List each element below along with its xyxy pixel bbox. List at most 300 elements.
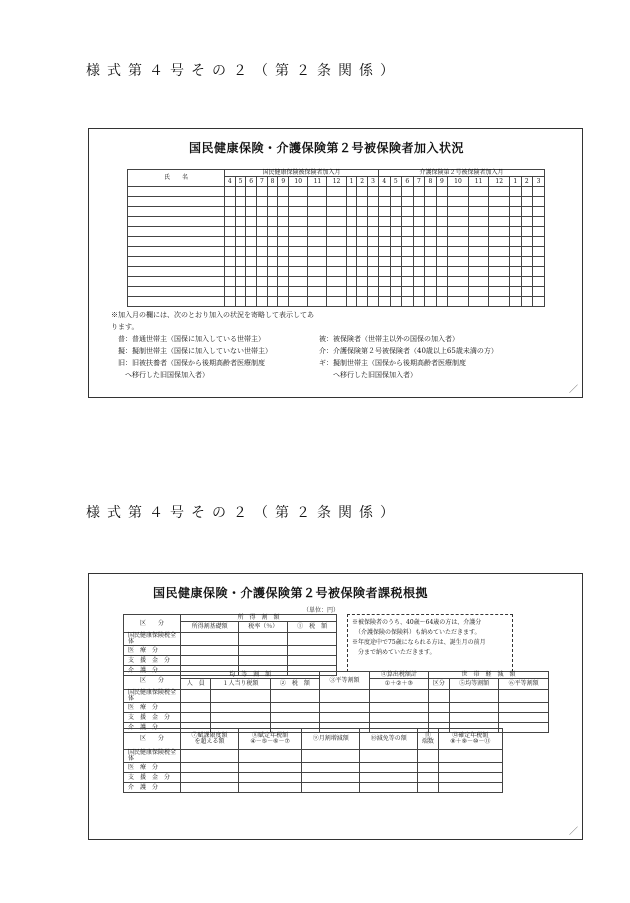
month-entry <box>533 187 545 197</box>
month-entry <box>327 257 346 267</box>
month-entry <box>390 297 402 307</box>
month-entry <box>379 277 391 287</box>
final-header-line2: ⑧＋⑨－⑩－⑪ <box>450 738 491 745</box>
month-entry <box>267 247 278 257</box>
month-entry <box>448 247 469 257</box>
month-entry <box>436 197 448 207</box>
section-3-table <box>123 728 503 793</box>
month-entry <box>346 227 357 237</box>
month-entry <box>448 237 469 247</box>
info-line: 分まで納めていただきます。 <box>352 649 436 656</box>
month-entry <box>289 277 308 287</box>
value-cell <box>418 763 438 773</box>
row-header: 支 援 金 分 <box>124 713 181 723</box>
value-cell <box>181 783 239 793</box>
row-header: 介 護 分 <box>124 666 181 676</box>
month-entry <box>521 187 533 197</box>
month-entry <box>448 197 469 207</box>
month-entry <box>235 277 246 287</box>
month-entry <box>327 247 346 257</box>
month-entry <box>413 207 425 217</box>
month-cell: 11 <box>308 177 327 187</box>
exemption-header-line1: ⑩減免等の額 <box>370 735 407 742</box>
month-entry <box>489 267 510 277</box>
header-row <box>124 615 337 622</box>
month-entry <box>448 217 469 227</box>
month-entry <box>225 197 236 207</box>
month-entry <box>413 237 425 247</box>
form-2-title: 国民健康保険・介護保険第２号被保険者課税根拠 <box>153 586 429 600</box>
limit-header-line1: ⑦賦課限度額 <box>191 732 228 739</box>
value-cell <box>499 703 549 713</box>
month-cell: 3 <box>368 177 379 187</box>
month-entry <box>533 277 545 287</box>
month-entry <box>425 217 437 227</box>
month-entry <box>510 237 522 247</box>
row-header: 介 護 分 <box>124 723 181 733</box>
month-entry <box>379 287 391 297</box>
month-entry <box>413 277 425 287</box>
fraction-header-line2: 端数 <box>421 738 434 745</box>
month-entry <box>267 297 278 307</box>
month-entry <box>489 247 510 257</box>
value-cell <box>360 750 418 763</box>
month-entry <box>327 207 346 217</box>
month-entry <box>368 227 379 237</box>
month-entry <box>225 297 236 307</box>
month-entry <box>448 257 469 267</box>
month-entry <box>521 277 533 287</box>
name-cell <box>128 297 225 307</box>
month-cell: 1 <box>346 177 357 187</box>
kubun-header: 区 分 <box>124 729 181 750</box>
month-entry <box>402 297 414 307</box>
month-entry <box>257 267 268 277</box>
month-entry <box>413 297 425 307</box>
month-entry <box>489 257 510 267</box>
flat-header: ③平等割額 <box>320 672 370 690</box>
month-entry <box>235 297 246 307</box>
month-entry <box>368 237 379 247</box>
month-entry <box>468 187 489 197</box>
month-entry <box>235 267 246 277</box>
month-entry <box>225 257 236 267</box>
value-cell <box>211 713 270 723</box>
month-entry <box>257 247 268 257</box>
month-entry <box>235 207 246 217</box>
month-entry <box>267 197 278 207</box>
note-left: 普：普通世帯主（国保に加入している世帯主） <box>111 335 265 343</box>
value-cell <box>302 763 360 773</box>
info-line: （介護保険の保険料）も納めていただきます。 <box>352 629 481 636</box>
month-entry <box>246 257 257 267</box>
month-entry <box>533 297 545 307</box>
month-entry <box>390 227 402 237</box>
month-entry <box>402 257 414 267</box>
month-entry <box>278 197 289 207</box>
month-entry <box>346 267 357 277</box>
month-entry <box>533 217 545 227</box>
value-cell <box>181 646 239 656</box>
month-entry <box>278 247 289 257</box>
month-entry <box>235 197 246 207</box>
r-equal-header: ⑤均等割額 <box>449 679 499 690</box>
month-entry <box>379 227 391 237</box>
month-entry <box>521 217 533 227</box>
month-entry <box>413 227 425 237</box>
month-entry <box>246 207 257 217</box>
value-cell <box>428 690 449 703</box>
fraction-header-line1: ⑪ <box>424 732 431 739</box>
final-header-line1: ⑫確定年税額 <box>452 732 489 739</box>
value-cell <box>428 713 449 723</box>
monthly-header-line1: ⑨月割増減額 <box>312 735 349 742</box>
month-cell: 3 <box>533 177 545 187</box>
final-header <box>438 729 502 750</box>
table-row <box>128 207 545 217</box>
limit-header-line2: を超える額 <box>194 738 225 745</box>
month-entry <box>346 287 357 297</box>
table-row <box>128 247 545 257</box>
value-cell <box>418 750 438 763</box>
unit-label: （単位：円） <box>303 607 340 614</box>
month-entry <box>289 287 308 297</box>
table-row <box>124 703 549 713</box>
month-entry <box>402 247 414 257</box>
note-line <box>111 309 571 333</box>
header-2: 様式第４号その２（第２条関係） <box>86 505 401 521</box>
month-entry <box>468 267 489 277</box>
month-entry <box>489 187 510 197</box>
month-cell: 11 <box>468 177 489 187</box>
month-entry <box>246 237 257 247</box>
month-cell: 4 <box>379 177 391 187</box>
month-entry <box>327 197 346 207</box>
month-entry <box>357 217 368 227</box>
value-cell <box>211 690 270 703</box>
month-entry <box>257 257 268 267</box>
month-cell: 9 <box>436 177 448 187</box>
value-cell <box>320 690 370 703</box>
table-row <box>124 763 503 773</box>
month-cell: 6 <box>246 177 257 187</box>
month-entry <box>390 197 402 207</box>
month-entry <box>368 287 379 297</box>
value-cell <box>181 703 211 713</box>
form-1-title: 国民健康保険・介護保険第２号被保険者加入状況 <box>189 141 465 155</box>
month-entry <box>402 267 414 277</box>
month-entry <box>257 277 268 287</box>
value-cell <box>239 633 288 646</box>
month-entry <box>235 247 246 257</box>
table-row <box>128 217 545 227</box>
table-row <box>128 297 545 307</box>
month-entry <box>448 297 469 307</box>
row-header: 国民健康保険税全体 <box>124 690 181 703</box>
month-entry <box>346 217 357 227</box>
value-cell <box>181 656 239 666</box>
month-cell: 5 <box>235 177 246 187</box>
month-entry <box>521 227 533 237</box>
value-cell <box>181 633 239 646</box>
value-cell <box>302 750 360 763</box>
month-entry <box>521 297 533 307</box>
month-entry <box>533 207 545 217</box>
name-cell <box>128 277 225 287</box>
month-entry <box>425 267 437 277</box>
month-entry <box>468 297 489 307</box>
month-entry <box>289 247 308 257</box>
value-cell <box>270 703 320 713</box>
month-entry <box>468 227 489 237</box>
value-cell <box>369 713 428 723</box>
month-entry <box>533 257 545 267</box>
value-cell <box>288 633 337 646</box>
month-entry <box>368 217 379 227</box>
month-cell: 1 <box>510 177 522 187</box>
month-entry <box>379 197 391 207</box>
table-row <box>124 750 503 763</box>
month-entry <box>402 207 414 217</box>
annual-header <box>238 729 301 750</box>
month-entry <box>402 277 414 287</box>
group-2-header: 介護保険第２号被保険者加入月 <box>379 170 545 177</box>
month-entry <box>379 247 391 257</box>
month-entry <box>379 267 391 277</box>
month-entry <box>390 267 402 277</box>
month-entry <box>278 237 289 247</box>
reduction-header: 世 帯 軽 減 額 <box>428 672 548 679</box>
month-entry <box>357 227 368 237</box>
month-entry <box>327 287 346 297</box>
month-entry <box>225 287 236 297</box>
month-entry <box>308 237 327 247</box>
note-line <box>111 357 571 369</box>
table-row <box>128 197 545 207</box>
month-entry <box>346 257 357 267</box>
month-entry <box>368 187 379 197</box>
month-entry <box>379 207 391 217</box>
month-entry <box>368 277 379 287</box>
month-entry <box>402 187 414 197</box>
row-header: 医 療 分 <box>124 703 181 713</box>
month-entry <box>357 207 368 217</box>
row-header: 介 護 分 <box>124 783 181 793</box>
month-entry <box>425 247 437 257</box>
month-entry <box>521 267 533 277</box>
name-cell <box>128 227 225 237</box>
month-entry <box>489 287 510 297</box>
month-entry <box>425 257 437 267</box>
month-entry <box>289 237 308 247</box>
month-entry <box>521 287 533 297</box>
month-entry <box>436 287 448 297</box>
month-entry <box>413 287 425 297</box>
month-entry <box>246 297 257 307</box>
base-header: 所得割基礎額 <box>181 622 239 633</box>
month-entry <box>533 237 545 247</box>
note-right: へ移行した旧国保加入者） <box>319 371 417 379</box>
name-cell <box>128 187 225 197</box>
month-entry <box>235 227 246 237</box>
month-entry <box>246 277 257 287</box>
note-right: ギ：擬制世帯主（国保から後期高齢者医療制度 <box>319 359 466 367</box>
month-entry <box>357 187 368 197</box>
month-entry <box>489 197 510 207</box>
month-entry <box>278 207 289 217</box>
month-entry <box>346 237 357 247</box>
name-cell <box>128 257 225 267</box>
table-row <box>128 277 545 287</box>
month-entry <box>235 257 246 267</box>
month-cell: 8 <box>267 177 278 187</box>
month-entry <box>368 197 379 207</box>
month-entry <box>510 257 522 267</box>
value-cell <box>302 783 360 793</box>
month-entry <box>308 187 327 197</box>
value-cell <box>369 703 428 713</box>
month-entry <box>448 207 469 217</box>
table-row <box>124 633 337 646</box>
month-entry <box>278 267 289 277</box>
month-entry <box>379 187 391 197</box>
name-cell <box>128 287 225 297</box>
annual-header-line1: ⑧賦定年税額 <box>252 732 289 739</box>
value-cell <box>449 690 499 703</box>
table-row <box>124 783 503 793</box>
month-entry <box>468 257 489 267</box>
month-entry <box>267 257 278 267</box>
info-line: ※年度途中で75歳になられる方は、誕生月の前月 <box>352 639 486 646</box>
month-entry <box>308 207 327 217</box>
value-cell <box>438 773 502 783</box>
month-entry <box>413 247 425 257</box>
note-left: 擬：擬制世帯主（国保に加入していない世帯主） <box>111 347 272 355</box>
note-right: 介：介護保険第２号被保険者（40歳以上65歳未満の方） <box>319 347 498 355</box>
value-cell <box>238 750 301 763</box>
month-entry <box>267 277 278 287</box>
month-entry <box>510 297 522 307</box>
month-entry <box>346 207 357 217</box>
month-entry <box>267 287 278 297</box>
people-header: 人 員 <box>181 679 211 690</box>
month-cell: 7 <box>413 177 425 187</box>
note-line <box>111 369 571 381</box>
month-entry <box>413 197 425 207</box>
row-header: 支 援 金 分 <box>124 773 181 783</box>
corner-mark: ／ <box>568 827 578 837</box>
income-header: 所 得 割 額 <box>181 615 337 622</box>
month-entry <box>246 217 257 227</box>
value-cell <box>238 773 301 783</box>
month-entry <box>267 187 278 197</box>
form-2-frame <box>88 573 583 840</box>
month-entry <box>510 277 522 287</box>
month-entry <box>246 247 257 257</box>
month-entry <box>308 277 327 287</box>
month-entry <box>489 217 510 227</box>
kubun-header: 区 分 <box>124 615 181 633</box>
month-entry <box>246 227 257 237</box>
value-cell <box>438 783 502 793</box>
month-entry <box>510 227 522 237</box>
table-row <box>128 267 545 277</box>
month-entry <box>267 267 278 277</box>
table-row <box>124 713 549 723</box>
form-1-grid <box>127 169 545 307</box>
month-entry <box>257 197 268 207</box>
header-1: 様式第４号その２（第２条関係） <box>86 63 401 79</box>
value-cell <box>438 763 502 773</box>
month-entry <box>521 247 533 257</box>
value-cell <box>302 773 360 783</box>
month-entry <box>489 277 510 287</box>
month-entry <box>436 187 448 197</box>
month-entry <box>327 237 346 247</box>
info-box <box>347 614 513 672</box>
corner-mark: ／ <box>568 385 578 395</box>
month-entry <box>489 237 510 247</box>
month-entry <box>246 287 257 297</box>
value-cell <box>499 690 549 703</box>
month-entry <box>289 187 308 197</box>
month-cell: 9 <box>278 177 289 187</box>
month-entry <box>267 227 278 237</box>
month-entry <box>225 187 236 197</box>
value-cell <box>181 713 211 723</box>
month-entry <box>246 267 257 277</box>
month-entry <box>436 237 448 247</box>
tax-header: ② 税 額 <box>270 679 320 690</box>
month-entry <box>510 187 522 197</box>
month-entry <box>357 257 368 267</box>
month-entry <box>510 267 522 277</box>
month-entry <box>225 207 236 217</box>
month-cell: 10 <box>289 177 308 187</box>
value-cell <box>288 646 337 656</box>
r-flat-header: ⑥平等割額 <box>499 679 549 690</box>
month-entry <box>278 187 289 197</box>
month-entry <box>257 207 268 217</box>
note-line <box>111 333 571 345</box>
month-entry <box>368 297 379 307</box>
month-entry <box>510 247 522 257</box>
month-entry <box>278 227 289 237</box>
month-entry <box>390 187 402 197</box>
month-entry <box>289 297 308 307</box>
month-entry <box>308 227 327 237</box>
month-entry <box>346 247 357 257</box>
name-cell <box>128 217 225 227</box>
value-cell <box>239 646 288 656</box>
month-entry <box>257 287 268 297</box>
table-row <box>128 237 545 247</box>
month-entry <box>327 217 346 227</box>
section-2-table <box>123 671 549 733</box>
month-entry <box>436 227 448 237</box>
value-cell <box>428 703 449 713</box>
value-cell <box>499 713 549 723</box>
table-row <box>128 257 545 267</box>
month-entry <box>327 297 346 307</box>
month-entry <box>390 207 402 217</box>
name-cell <box>128 237 225 247</box>
header-row <box>128 170 545 177</box>
form-1-frame <box>88 128 583 398</box>
row-header: 国民健康保険税全体 <box>124 633 181 646</box>
month-entry <box>278 217 289 227</box>
month-entry <box>308 267 327 277</box>
